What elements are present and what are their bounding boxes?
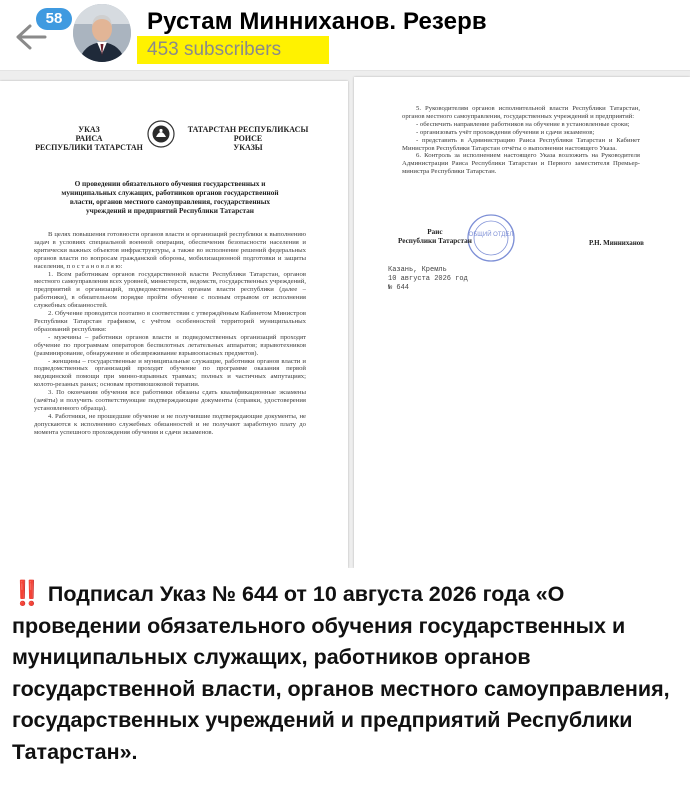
decree-body-page-1: В целях повышения готовности органов власти и организаций республики к выполнению задач в условиях специальной военной операции, обеспечения безопасности населения и критически важных объектов инфраструктуры, а также во исполнение решений федеральных органов власти по вопросам гражданской обороны, мобилизационной подготовки и защиты населения, п о с т а н о в л я ю: 1. Всем работникам органов государственной власти Республики Татарстан, органов местного самоуправления всех уровней, министерств, ведомств, государственных учреждений, предприятий и организаций, подведомственных органам власти республики (далее – работники), в обязательном порядке пройти обучение с полным отрывом от исполнения служебных обязанностей. 2. Обучение проводится поэтапно в соответствии с утверждённым Кабинетом Министров Республики Татарстан графиком, с учётом особенностей территорий муниципальных образований республики: - мужчины – работники органов власти и подведомственных организаций проходят обучение по программам операторов беспилотных летательных аппаратов; взрывотехников (разминирование, обнаружение и обезвреживание взрывоопасных предметов). - женщины – государственные и муниципальные служащие, работники органов власти и подведомственных организаций проходят обучение по программе оказания первой медицинской помощи при минно-взрывных травмах; полных и частичных ампутациях; колото-резаных ранах; основам противошоковой терапии. 3. По окончании обучения все работники обязаны сдать квалификационные экзамены (зачёты) и получить соответствующие подтверждающие документы (справки, удостоверения установленного образца). 4. Работники, не прошедшие обучение и не получившие подтверждающие документы, не допускаются к исполнению служебных обязанностей и не получают заработную плату до момента успешного прохождения обучения и сдачи экзаменов. xyxy=(34,231,306,436)
channel-title[interactable]: Рустам Минниханов. Резерв xyxy=(147,8,487,35)
decree-header-left: УКАЗ РАИСА РЕСПУБЛИКИ ТАТАРСТАН xyxy=(35,125,143,152)
post-photo[interactable] xyxy=(0,71,690,568)
round-seal-stamp xyxy=(466,213,516,263)
unread-count-badge[interactable]: 58 xyxy=(36,8,72,30)
decree-place-date: Казань, Кремль 10 августа 2026 год № 644 xyxy=(388,266,468,292)
stamp-text-1: ОБЩИЙ ОТДЕЛ xyxy=(468,232,514,238)
decree-header-right: ТАТАРСТАН РЕСПУБЛИКАСЫ РОИСЕ УКАЗЫ xyxy=(187,125,309,152)
caption-text: Подписал Указ № 644 от 10 августа 2026 года «О проведении обязательного обучения государственных и муниципальных служащих, работников органов государственной власти, органов местного самоуправления, государственных учреждений и предприятий Республики Татарстан». xyxy=(12,582,670,764)
decree-page-1 xyxy=(0,81,348,568)
post-caption xyxy=(12,578,682,768)
subscriber-count: 453 subscribers xyxy=(137,36,329,64)
signature-name: Р.Н. Минниханов xyxy=(589,239,644,247)
decree-title: О проведении обязательного обучения государственных и муниципальных служащих, работников органов государственной власти, органов местного самоуправления, государственных учреждений и предприятий Республики Татарстан xyxy=(61,179,279,215)
decree-body-page-2: 5. Руководителям органов исполнительной власти Республики Татарстан, органов местного самоуправления, государственных учреждений и предприятий: - обеспечить направление работников на обучение в установленные сроки; - организовать учёт прохождения обучения и сдачи экзаменов; - представить в Администрацию Раиса Республики Татарстан и Кабинет Министров Республики Татарстан отчёты о выполнении настоящего Указа. 6. Контроль за исполнением настоящего Указа возложить на Руководителя Администрации Раиса Республики Татарстан и Первого заместителя Премьер-министра Республики Татарстан. xyxy=(402,105,640,176)
double-exclamation-icon: ‼️ xyxy=(12,580,38,607)
avatar-photo xyxy=(73,4,131,62)
tatarstan-emblem xyxy=(147,119,175,149)
chat-header xyxy=(0,0,690,70)
channel-avatar[interactable] xyxy=(73,4,131,62)
signature-title: Раис Республики Татарстан xyxy=(398,228,472,245)
decree-page-2 xyxy=(354,77,690,568)
